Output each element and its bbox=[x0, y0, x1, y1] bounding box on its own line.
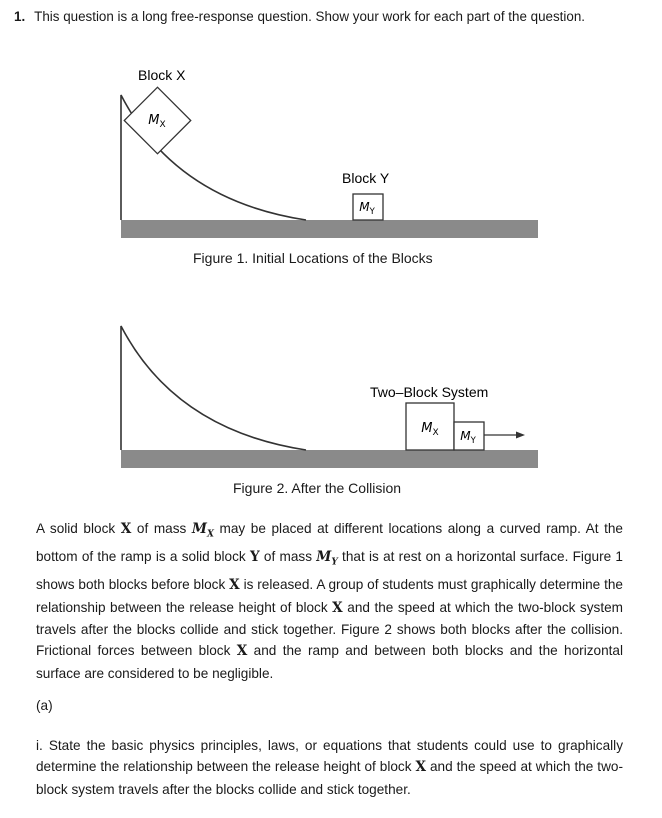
system-label: Two–Block System bbox=[370, 384, 489, 400]
figure-2-caption: Figure 2. After the Collision bbox=[233, 480, 402, 496]
block-x-mass-label: $M_X$ bbox=[148, 113, 166, 130]
figure-2 bbox=[121, 326, 538, 468]
question-intro: This question is a long free-response question. Show your work for each part of the question. bbox=[34, 9, 585, 24]
block-x-mass-label-2: $M_X$ bbox=[421, 421, 439, 438]
part-a-question: i. State the basic physics principles, laws, or equations that students could use to graphically determine the relationship between the release height of block X and the speed at which the two-block system travels after the blocks collide and stick together. bbox=[36, 738, 623, 797]
figure-1-caption: Figure 1. Initial Locations of the Blocks bbox=[193, 250, 433, 266]
block-y-mass-label-2: $M_Y$ bbox=[460, 429, 476, 446]
part-a-label: (a) bbox=[36, 698, 53, 713]
question-number: 1. bbox=[14, 9, 26, 24]
block-y-mass-label: $M_Y$ bbox=[359, 200, 375, 217]
block-y-label: Block Y bbox=[342, 170, 390, 186]
ground-surface-1 bbox=[121, 220, 538, 238]
problem-paragraph: A solid block X of mass $M_X$ may be placed at different locations along a curved ramp. At the bottom of the ramp is a solid block Y of mass $M_Y$ that is at rest on a horizontal surface. Figure 1 shows both blocks before block X is released. A group of students must graphically determine the relationship between the release height of block X and the speed at which the two-block system travels after the blocks collide and stick together. Figure 2 shows both blocks after the collision. Frictional forces between block X and the ramp and between both blocks and the horizontal surface are considered to be negligible. bbox=[36, 521, 624, 681]
figure-1 bbox=[121, 67, 538, 238]
ground-surface-2 bbox=[121, 450, 538, 468]
velocity-arrow-head bbox=[516, 432, 525, 439]
block-x-label: Block X bbox=[138, 67, 186, 83]
curved-ramp-2 bbox=[121, 326, 306, 450]
